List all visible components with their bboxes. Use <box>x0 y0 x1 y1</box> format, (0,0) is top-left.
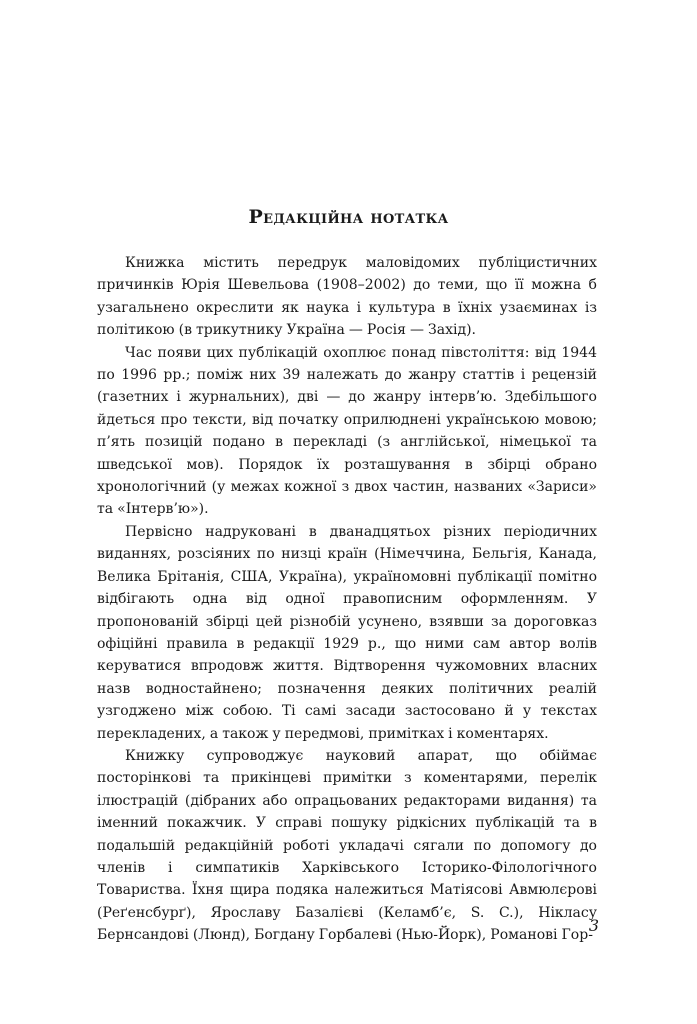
paragraph-4: Книжку супроводжує науковий апарат, що обіймає посторінкові та прикінцеві примітки з коментарями, перелік ілюстрацій (дібраних або опрацьованих редакторами видання) та іменний покажчик. У справі пошуку рідкісних публікацій та в подальшій редакційній роботі укладачі сягали по допомогу до членів і симпатиків Харківського Історико-Філологічного Товариства. Їхня щира подяка належиться Матіясові Авмюлєрові (Реґенсбурґ), Ярославу Базалієві (Келамб’є, S. C.), Нікласу Бернсандові (Люнд), Богдану Горбалеві (Нью-Йорк), Романові Гор- <box>97 747 597 944</box>
paragraph-3: Первісно надруковані в дванадцятьох різних періодичних виданнях, розсіяних по низці країн (Німеччина, Бельгія, Канада, Велика Брітанія, США, Україна), україномовні публікації помітно відбігають одна від одної правописним оформленням. У пропонованій збірці цей різнобій усунено, взявши за дороговказ офіційні правила в редакції 1929 р., що ними сам автор волів керуватися впродовж життя. Відтворення чужомовних власних назв водностайнено; позначення деяких політичних реалій узгоджено між собою. Ті самі засади застосовано й у текстах перекладених, а також у передмові, примітках і коментарях. <box>97 523 597 742</box>
body-text <box>97 252 597 947</box>
page-title: Редакційна нотатка <box>248 206 449 228</box>
paragraph-2: Час появи цих публікацій охоплює понад півстоліття: від 1944 по 1996 рр.; поміж них 39 належать до жанру статтів і рецензій (газетних і журнальних), дві — до жанру інтерв’ю. Здебільшого йдеться про тексти, від початку оприлюднені українською мовою; п’ять позицій подано в перекладі (з англійської, німецької та шведської мов). Порядок їх розташування в збірці обрано хронологічний (у межах кожної з двох частин, названих «Зариси» та «Інтерв’ю»). <box>97 344 597 518</box>
paragraph-1: Книжка містить передрук маловідомих публіцистичних причинків Юрія Шевельова (1908–2002) до теми, що її можна б узагальнено окреслити як наука і культура в їхніх узаєминах із політикою (в трикутнику Україна — Росія — Захід). <box>97 255 597 339</box>
page-number: 3 <box>588 916 599 935</box>
